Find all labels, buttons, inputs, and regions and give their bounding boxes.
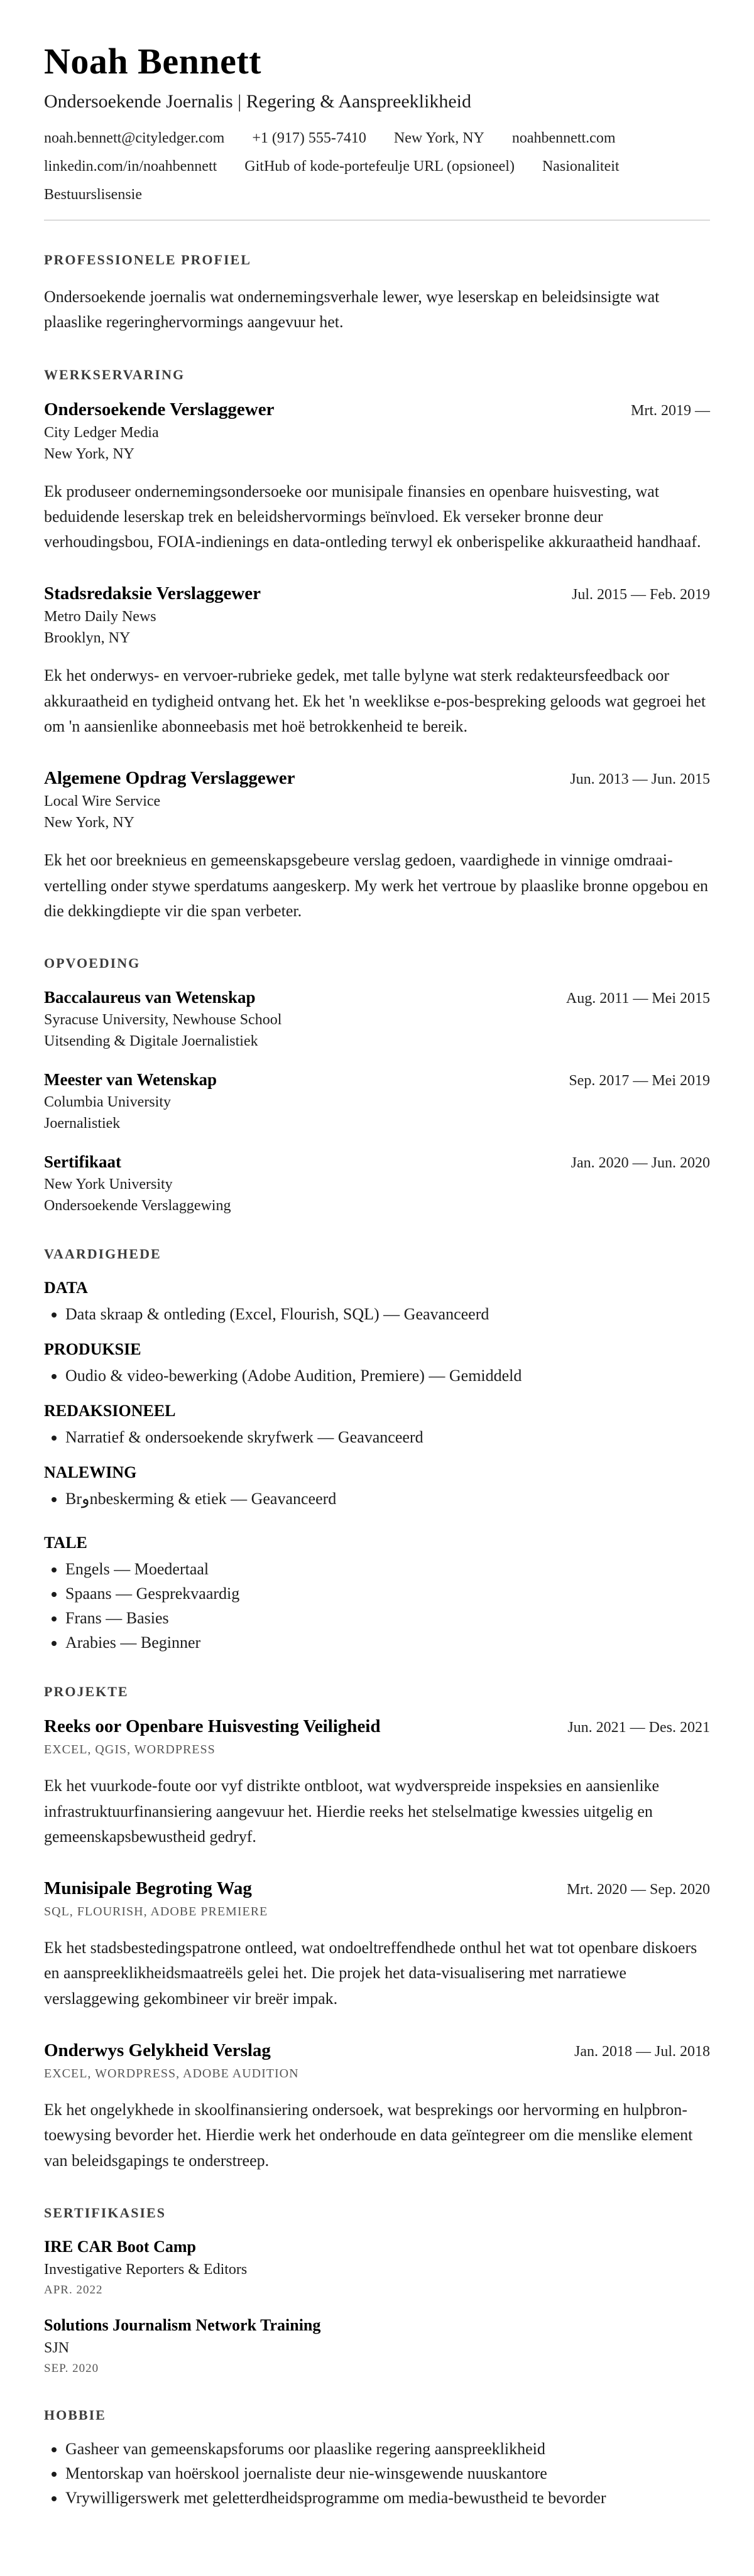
skill-group-title: REDAKSIONEEL — [44, 1402, 176, 1421]
skill-group — [44, 1340, 710, 1385]
section-profile — [44, 252, 710, 335]
certification-title: IRE CAR Boot Camp — [44, 2237, 196, 2256]
section-projects — [44, 1684, 710, 2173]
job-title: Stadsredaksie Verslaggewer — [44, 583, 261, 604]
section-education — [44, 955, 710, 1215]
project-dates: Jun. 2021 — Des. 2021 — [567, 1719, 710, 1736]
job-description: Ek produseer ondernemingsondersoeke oor munisipale finansies en openbare huisvesting, wat beduidende leserskap trek en beleidshervormings beïnvloed. Ek verseker bronne deur verhoudingsbou, FOIA-indienings en data-ontleding terwyl ek onberispelike akkuraatheid handhaaf. — [44, 482, 701, 551]
skill-group — [44, 1402, 710, 1447]
field-of-study: Joernalistiek — [44, 1115, 121, 1132]
project-head — [44, 2040, 710, 2061]
project-tools: EXCEL, QGIS, WORDPRESS — [44, 1743, 216, 1757]
certification-issuer: Investigative Reporters & Editors — [44, 2261, 248, 2278]
candidate-name: Noah Bennett — [44, 41, 261, 82]
skill-group — [44, 1463, 710, 1508]
hobby-list — [44, 2440, 710, 2508]
skill-group-title: DATA — [44, 1279, 88, 1297]
education-entry — [44, 988, 710, 1050]
certification-date: APR. 2022 — [44, 2283, 103, 2297]
skill-item: • Oudio & video-bewerking (Adobe Audition, Premiere) — Gemiddeld — [65, 1366, 710, 1385]
project-description: Ek het ongelykhede in skoolfinansiering ondersoek, wat besprekings oor hervorming en hulpbron-toewysing bevorder het. Hierdie werk het onderhoude en data geïntegreer om die menslike element van beleidsgapings te onderstreep. — [44, 2101, 693, 2170]
education-entry — [44, 1070, 710, 1132]
contact-website: noahbennett.com — [511, 130, 616, 146]
project-dates: Jan. 2018 — Jul. 2018 — [574, 2043, 710, 2060]
job-company: City Ledger Media — [44, 424, 159, 441]
education-dates: Sep. 2017 — Mei 2019 — [569, 1073, 710, 1090]
job-location: New York, NY — [44, 445, 135, 462]
resume-header — [44, 40, 710, 220]
project-description: Ek het stadsbestedingspatrone ontleed, wat ondoeltreffendhede onthul het wat tot openbare diskoers en aanspreeklikheidsmaatreëls gelei het. Die projek het data-visualisering met narratiewe verslaggewing gekombineer vir breër impak. — [44, 1939, 697, 2008]
job-company: Metro Daily News — [44, 609, 156, 625]
projects-heading: PROJEKTE — [44, 1684, 129, 1700]
profile-text: Ondersoekende joernalis wat ondernemingsverhale lewer, wye leserskap en beleidsinsigte wat plaaslike regeringhervormings aangevuur het. — [44, 288, 660, 332]
contact-nationality: Nasionaliteit — [542, 158, 620, 175]
contact-location: New York, NY — [393, 130, 484, 146]
skill-item: • Brوnbeskerming & etiek — Geavanceerd — [65, 1490, 710, 1508]
job-dates: Jun. 2013 — Jun. 2015 — [570, 771, 710, 788]
hobby-item: • Mentorskap van hoërskool joernaliste deur nie-winsgewende nuuskantore — [65, 2464, 710, 2483]
education-dates: Aug. 2011 — Mei 2015 — [566, 990, 710, 1007]
certifications-heading: SERTIFIKASIES — [44, 2204, 166, 2221]
job-dates: Mrt. 2019 — — [631, 402, 710, 419]
project-description: Ek het vuurkode-foute oor vyf distrikte ontbloot, wat wydverspreide inspeksies en aansienlike infrastruktuurfinansiering aangevuur het. Hierdie reeks het stelselmatige kwessies uitgelig en gemeenskapsbewustheid gedryf. — [44, 1777, 660, 1846]
job-head — [44, 399, 710, 420]
job-entry — [44, 768, 710, 924]
section-experience — [44, 367, 710, 924]
education-head — [44, 988, 710, 1007]
project-entry — [44, 2040, 710, 2173]
skill-group — [44, 1279, 710, 1324]
education-head — [44, 1152, 710, 1172]
degree-title: Meester van Wetenskap — [44, 1070, 217, 1090]
school-name: Columbia University — [44, 1094, 171, 1111]
degree-title: Baccalaureus van Wetenskap — [44, 988, 256, 1007]
hobby-item: • Gasheer van gemeenskapsforums oor plaaslike regering aanspreeklikheid — [65, 2440, 710, 2459]
education-entry — [44, 1152, 710, 1215]
certification-title: Solutions Journalism Network Training — [44, 2315, 321, 2334]
contact-phone: +1 (917) 555-7410 — [252, 130, 366, 146]
job-description: Ek het oor breeknieus en gemeenskapsgebeure verslag gedoen, vaardighede in vinnige omdraai-vertelling onder stywe sperdatums aangeskerp. My werk het vertroue by plaaslike bronne opgebou en die dekkingdiepte vir die span verbeter. — [44, 851, 709, 920]
contact-row-1 — [44, 130, 710, 147]
project-title: Onderwys Gelykheid Verslag — [44, 2040, 271, 2061]
contact-github: GitHub of kode-portefeulje URL (opsioneel) — [244, 158, 515, 175]
languages-heading: TALE — [44, 1534, 87, 1552]
skill-list — [44, 1305, 710, 1324]
certification-issuer: SJN — [44, 2339, 70, 2356]
job-entry — [44, 399, 710, 555]
contact-linkedin: linkedin.com/in/noahbennett — [44, 158, 217, 175]
contact-row-2 — [44, 158, 710, 175]
languages-group — [44, 1534, 710, 1652]
experience-heading: WERKSERVARING — [44, 366, 185, 382]
project-entry — [44, 1716, 710, 1849]
degree-title: Sertifikaat — [44, 1152, 121, 1172]
skill-group-title: NALEWING — [44, 1463, 137, 1482]
language-item: • Frans — Basies — [65, 1609, 710, 1628]
section-certifications — [44, 2205, 710, 2376]
candidate-title: Ondersoekende Joernalis | Regering & Aanspreeklikheid — [44, 91, 471, 112]
skill-group-title: PRODUKSIE — [44, 1340, 141, 1359]
contact-email: noah.bennett@cityledger.com — [44, 130, 225, 146]
education-heading: OPVOEDING — [44, 955, 141, 971]
project-tools: SQL, FLOURISH, ADOBE PREMIERE — [44, 1905, 268, 1919]
hobbies-heading: HOBBIE — [44, 2406, 106, 2423]
job-title: Ondersoekende Verslaggewer — [44, 399, 275, 419]
project-title: Reeks oor Openbare Huisvesting Veiligheid — [44, 1716, 381, 1737]
education-dates: Jan. 2020 — Jun. 2020 — [571, 1155, 710, 1172]
profile-heading: PROFESSIONELE PROFIEL — [44, 252, 251, 268]
school-name: New York University — [44, 1176, 173, 1193]
job-location: New York, NY — [44, 814, 135, 831]
certification-date: SEP. 2020 — [44, 2361, 99, 2375]
project-head — [44, 1878, 710, 1899]
project-title: Munisipale Begroting Wag — [44, 1878, 252, 1899]
contact-license: Bestuurslisensie — [44, 187, 142, 203]
language-item: • Engels — Moedertaal — [65, 1560, 710, 1579]
skill-list — [44, 1366, 710, 1385]
project-entry — [44, 1878, 710, 2011]
skill-list — [44, 1490, 710, 1508]
school-name: Syracuse University, Newhouse School — [44, 1012, 282, 1029]
section-hobbies — [44, 2407, 710, 2508]
field-of-study: Uitsending & Digitale Joernalistiek — [44, 1033, 258, 1050]
hobby-item: • Vrywilligerswerk met geletterdheidsprogramme om media-bewustheid te bevorder — [65, 2489, 710, 2508]
section-skills — [44, 1246, 710, 1652]
project-head — [44, 1716, 710, 1737]
certification-entry — [44, 2316, 710, 2376]
project-tools: EXCEL, WORDPRESS, ADOBE AUDITION — [44, 2067, 299, 2081]
job-entry — [44, 583, 710, 739]
skill-list — [44, 1428, 710, 1447]
job-head — [44, 768, 710, 789]
certification-entry — [44, 2238, 710, 2297]
job-company: Local Wire Service — [44, 793, 161, 810]
project-dates: Mrt. 2020 — Sep. 2020 — [567, 1881, 710, 1898]
skills-heading: VAARDIGHEDE — [44, 1246, 161, 1262]
skill-item: • Data skraap & ontleding (Excel, Flourish, SQL) — Geavanceerd — [65, 1305, 710, 1324]
skill-item: • Narratief & ondersoekende skryfwerk — Geavanceerd — [65, 1428, 710, 1447]
field-of-study: Ondersoekende Verslaggewing — [44, 1198, 231, 1215]
job-dates: Jul. 2015 — Feb. 2019 — [571, 587, 710, 603]
language-item: • Spaans — Gesprekvaardig — [65, 1584, 710, 1603]
job-description: Ek het onderwys- en vervoer-rubrieke gedek, met talle bylyne wat sterk redakteursfeedback oor akkuraatheid en tydigheid ontvang het. Ek het 'n weeklikse e-pos-bespreking geloods wat gegroei het om 'n aansienlike abonneebasis met hoë betrokkenheid te bereik. — [44, 666, 706, 736]
contact-row-3 — [44, 187, 710, 203]
education-head — [44, 1070, 710, 1090]
job-location: Brooklyn, NY — [44, 630, 131, 647]
job-head — [44, 583, 710, 604]
job-title: Algemene Opdrag Verslaggewer — [44, 768, 295, 789]
language-list — [44, 1560, 710, 1652]
language-item: • Arabies — Beginner — [65, 1633, 710, 1652]
